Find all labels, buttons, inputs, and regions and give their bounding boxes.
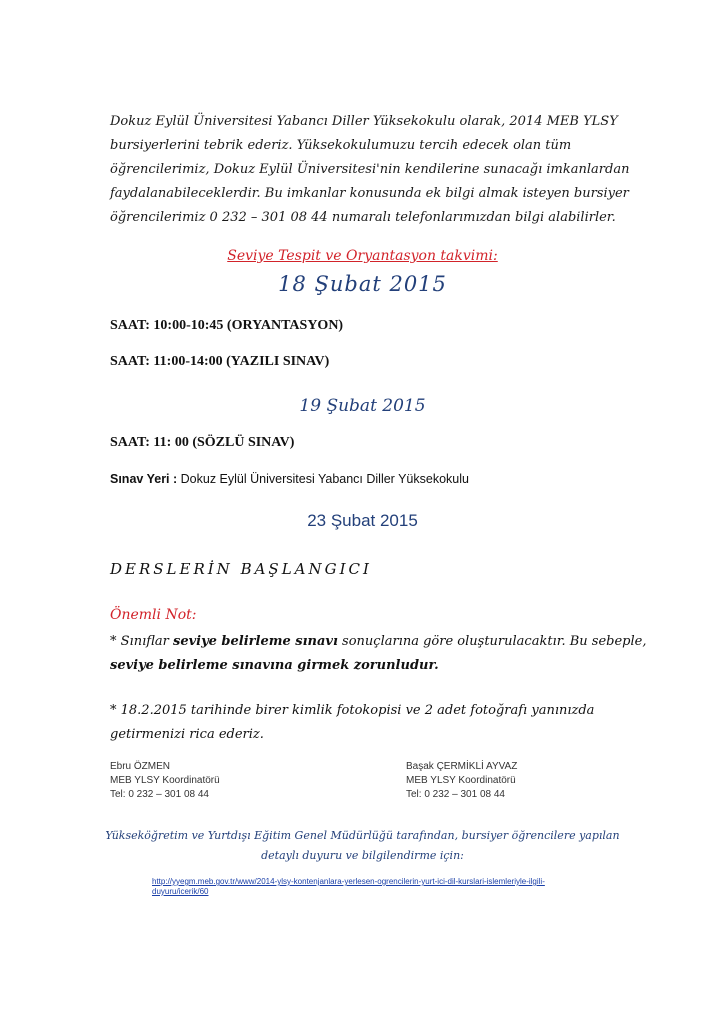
- signature-name: Başak ÇERMİKLİ AYVAZ: [406, 761, 518, 772]
- classes-start-heading: DERSLERİN BAŞLANGICI: [110, 560, 372, 578]
- signature-role: MEB YLSY Koordinatörü: [110, 775, 220, 786]
- info-link-line[interactable]: http://yyegm.meb.gov.tr/www/2014-ylsy-kontenjanlara-yerlesen-ogrencilerin-yurt-ici-dil-kurslari-islemleriyle-ilgili-: [152, 877, 545, 886]
- note-emphasis: seviye belirleme sınavı: [173, 634, 338, 649]
- note-text: * Sınıflar: [110, 634, 173, 649]
- signature-left: [110, 760, 220, 802]
- schedule-title: Seviye Tespit ve Oryantasyon takvimi:: [227, 248, 498, 264]
- important-note: [110, 630, 647, 678]
- date-heading-3: 23 Şubat 2015: [307, 511, 418, 530]
- footer-note: [0, 826, 725, 866]
- schedule-item-oral-exam: SAAT: 11: 00 (SÖZLÜ SINAV): [110, 435, 295, 450]
- signature-right: [406, 760, 517, 802]
- footer-line: Yükseköğretim ve Yurtdışı Eğitim Genel Müdürlüğü tarafından, bursiyer öğrencilere yapılan: [105, 829, 620, 842]
- important-note-title: Önemli Not:: [110, 607, 197, 623]
- exam-venue-value: Dokuz Eylül Üniversitesi Yabancı Diller Yüksekokulu: [177, 472, 469, 486]
- note-text: sonuçlarına göre oluşturulacaktır. Bu sebeple,: [337, 634, 647, 649]
- document-note-line: * 18.2.2015 tarihinde birer kimlik fotokopisi ve 2 adet fotoğrafı yanınızda: [110, 703, 595, 718]
- intro-line: bursiyerlerini tebrik ederiz. Yüksekokulumuzu tercih edecek olan tüm: [110, 138, 572, 153]
- intro-paragraph: [110, 110, 630, 230]
- intro-line: öğrencilerimiz, Dokuz Eylül Üniversitesi'nin kendilerine sunacağı imkanlardan: [110, 162, 630, 177]
- exam-venue-label: Sınav Yeri :: [110, 472, 178, 486]
- signature-tel: Tel: 0 232 – 301 08 44: [110, 789, 209, 800]
- signature-tel: Tel: 0 232 – 301 08 44: [406, 789, 505, 800]
- date-heading-2: 19 Şubat 2015: [299, 396, 426, 416]
- info-link-line[interactable]: duyuru/icerik/60: [152, 887, 209, 896]
- date-heading-1: 18 Şubat 2015: [278, 272, 447, 296]
- signature-name: Ebru ÖZMEN: [110, 761, 171, 772]
- signature-role: MEB YLSY Koordinatörü: [406, 775, 516, 786]
- intro-line: faydalanabileceklerdir. Bu imkanlar konusunda ek bilgi almak isteyen bursiyer: [110, 186, 629, 201]
- schedule-item-orientation: SAAT: 10:00-10:45 (ORYANTASYON): [110, 318, 344, 333]
- note-line-2: seviye belirleme sınavına girmek zorunludur.: [110, 658, 439, 673]
- info-link[interactable]: [152, 877, 592, 897]
- exam-venue: [110, 472, 469, 486]
- document-note: [110, 699, 630, 747]
- document-note-line: getirmenizi rica ederiz.: [110, 727, 264, 742]
- footer-line: detaylı duyuru ve bilgilendirme için:: [261, 849, 464, 862]
- intro-line: öğrencilerimiz 0 232 – 301 08 44 numaralı telefonlarımızdan bilgi alabilirler.: [110, 210, 616, 225]
- note-line-1: [110, 630, 647, 654]
- schedule-item-written-exam: SAAT: 11:00-14:00 (YAZILI SINAV): [110, 354, 330, 369]
- intro-line: Dokuz Eylül Üniversitesi Yabancı Diller Yüksekokulu olarak, 2014 MEB YLSY: [110, 114, 618, 129]
